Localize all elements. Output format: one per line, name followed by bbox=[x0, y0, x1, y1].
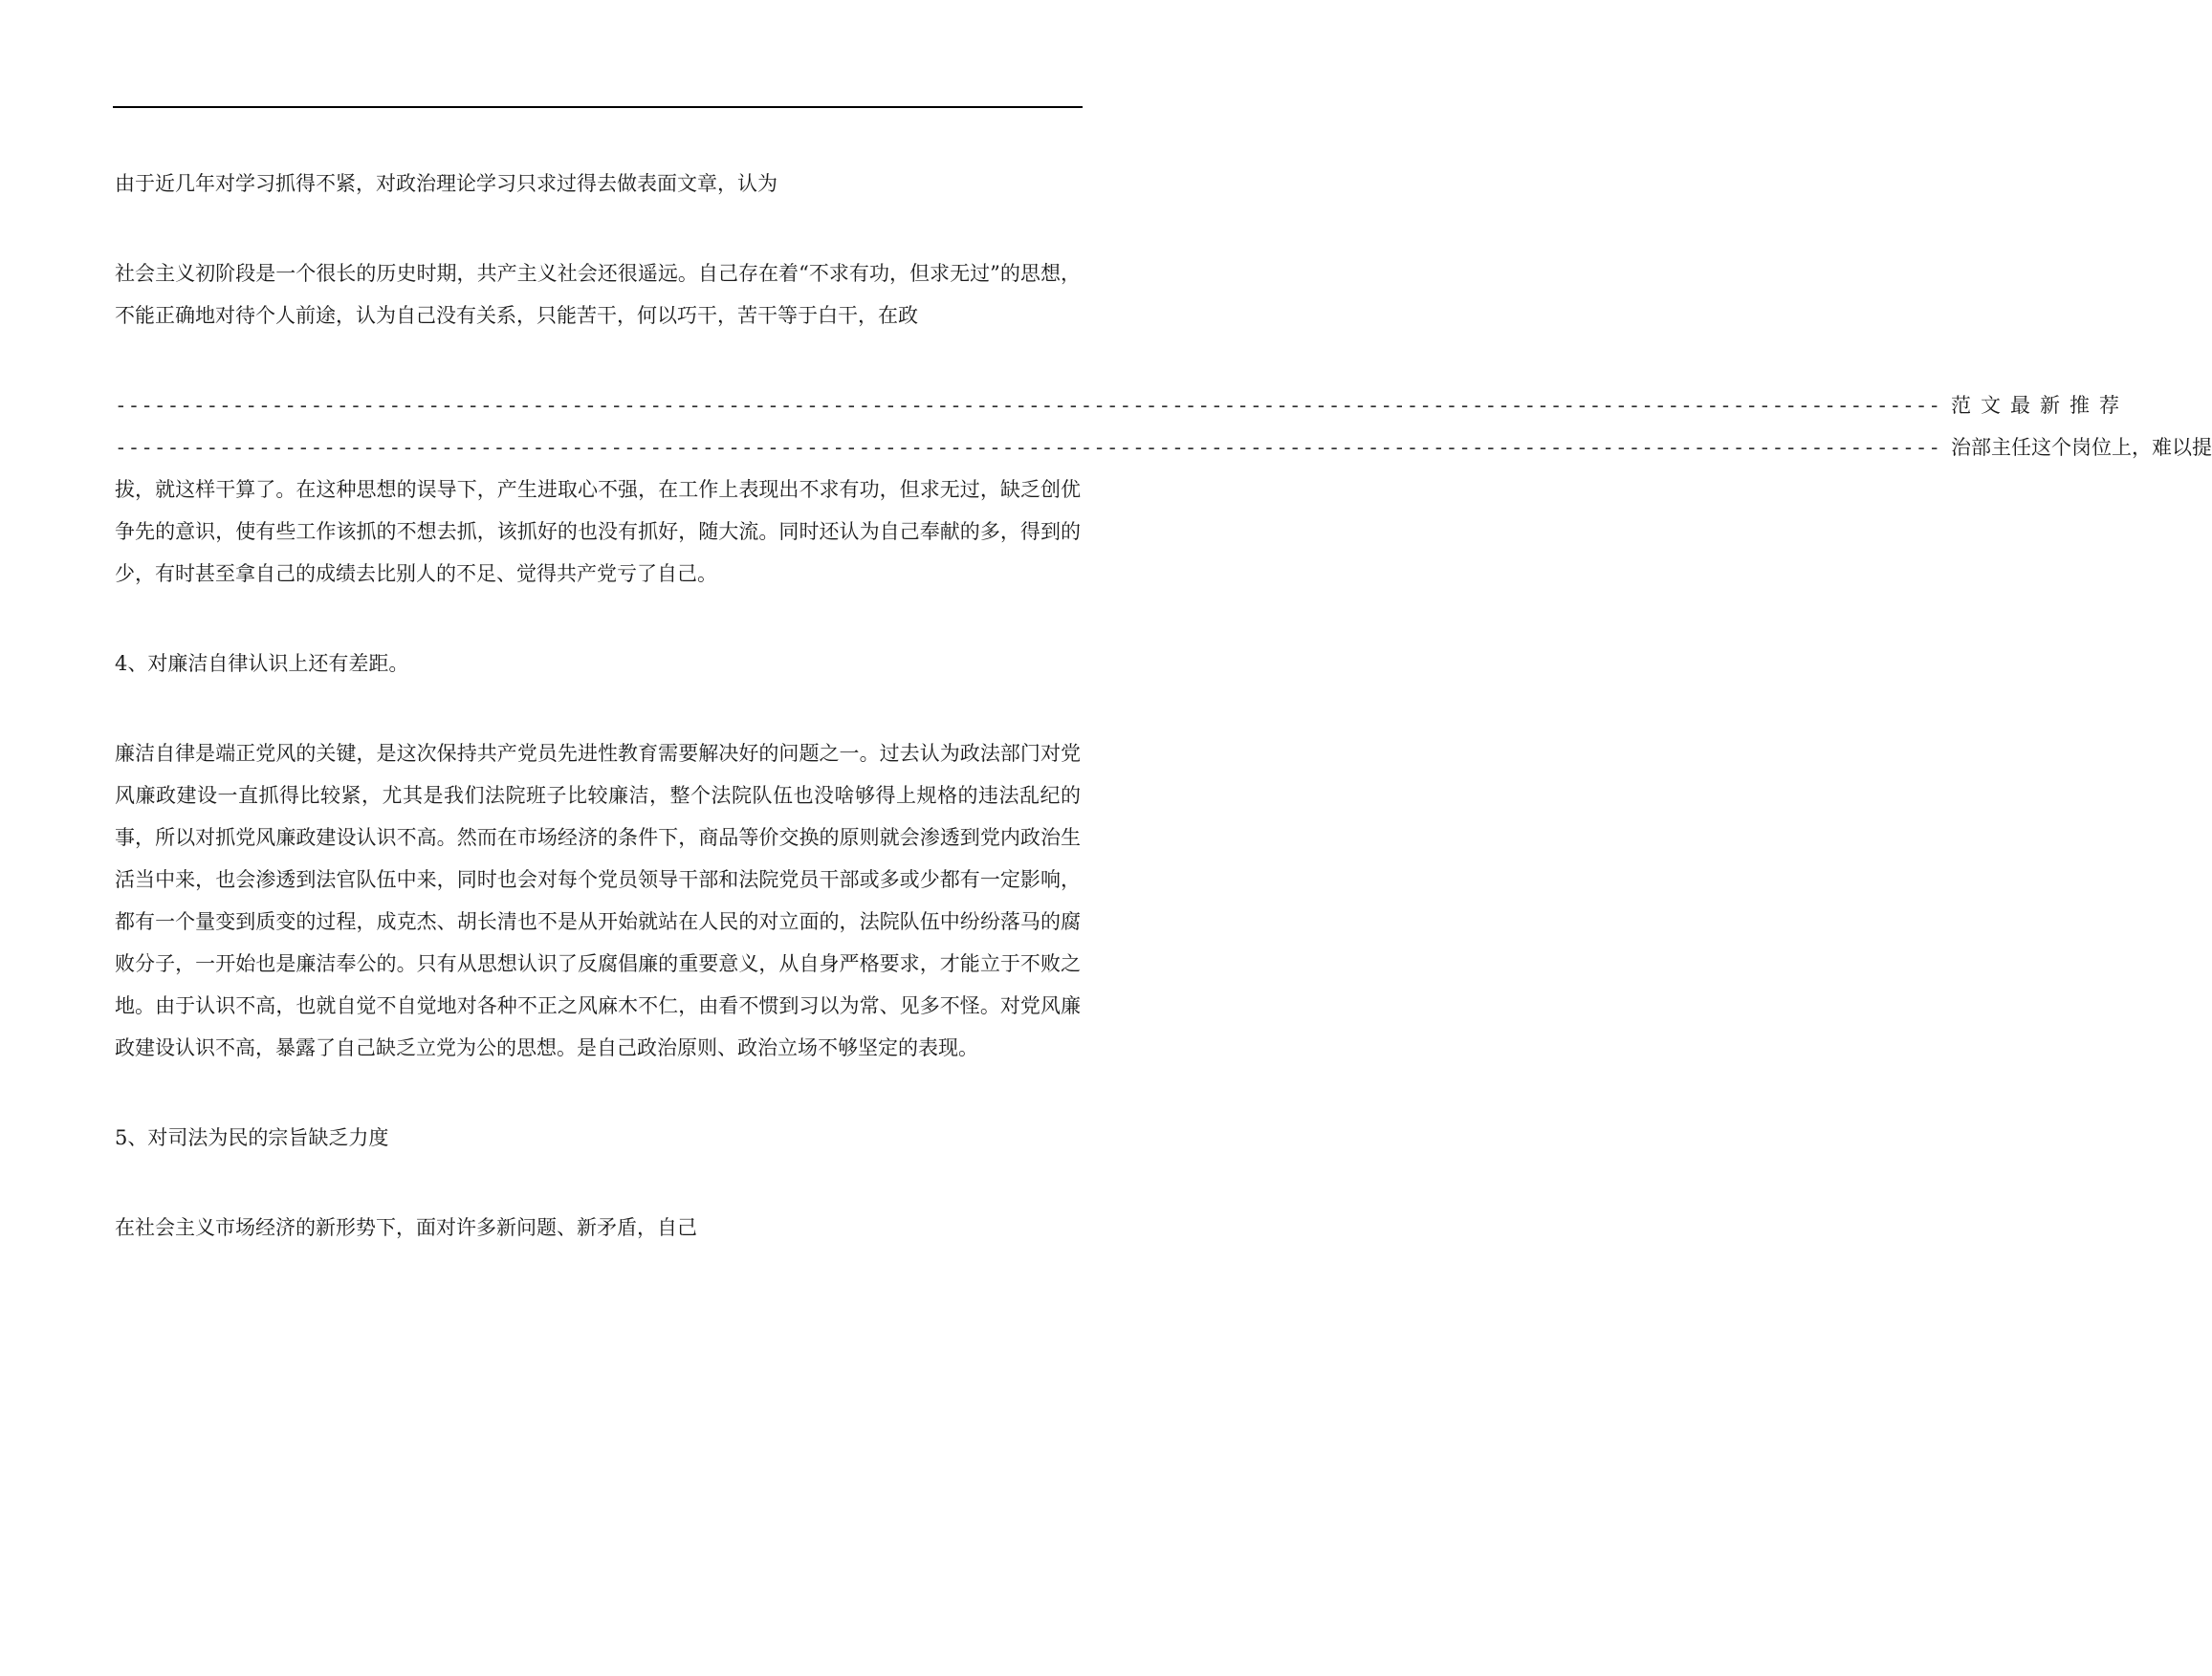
section-heading-4: 4、对廉洁自律认识上还有差距。 bbox=[115, 652, 409, 675]
section-heading-5: 5、对司法为民的宗旨缺乏力度 bbox=[115, 1126, 389, 1149]
paragraph-5: 在社会主义市场经济的新形势下，面对许多新问题、新矛盾，自己 bbox=[115, 1216, 697, 1239]
paragraph-3-head: 治部主任这个岗位上，难以提 bbox=[1951, 436, 2212, 459]
paragraph-3: 拔，就这样干算了。在这种思想的误导下，产生进取心不强，在工作上表现出不求有功，但求无过，缺乏创优争先的意识，使有些工作该抓的不想去抓，该抓好的也没有抓好，随大流。同时还认为自己奉献的多，得到的少，有时甚至拿自己的成绩去比别人的不足、觉得共产党亏了自己。 bbox=[115, 478, 1081, 585]
paragraph-4: 廉洁自律是端正党风的关键，是这次保持共产党员先进性教育需要解决好的问题之一。过去认为政法部门对党风廉政建设一直抓得比较紧，尤其是我们法院班子比较廉洁，整个法院队伍也没啥够得上规格的违法乱纪的事，所以对抓党风廉政建设认识不高。然而在市场经济的条件下，商品等价交换的原则就会渗透到党内政治生活当中来，也会渗透到法官队伍中来，同时也会对每个党员领导干部和法院党员干部或多或少都有一定影响，都有一个量变到质变的过程，成克杰、胡长清也不是从开始就站在人民的对立面的，法院队伍中纷纷落马的腐败分子，一开始也是廉洁奉公的。只有从思想认识了反腐倡廉的重要意义，从自身严格要求，才能立于不败之地。由于认识不高，也就自觉不自觉地对各种不正之风麻木不仁，由看不惯到习以为常、见多不怪。对党风廉政建设认识不高，暴露了自己缺乏立党为公的思想。是自己政治原则、政治立场不够坚定的表现。 bbox=[115, 742, 1081, 1059]
separator-line-1 bbox=[115, 384, 2130, 426]
document-body bbox=[115, 163, 2212, 1249]
dashed-rule: -------------------------------------------------------------------------------------------------------------------------------------------- bbox=[115, 436, 1942, 459]
paragraph-1: 由于近几年对学习抓得不紧，对政治理论学习只求过得去做表面文章，认为 bbox=[115, 172, 777, 195]
dashed-rule: -------------------------------------------------------------------------------------------------------------------------------------------- bbox=[115, 394, 1942, 417]
header-rule bbox=[113, 106, 1083, 108]
separator-line-2 bbox=[115, 426, 2212, 468]
separator-label: 范文最新推荐 bbox=[1951, 394, 2130, 417]
paragraph-2: 社会主义初阶段是一个很长的历史时期，共产主义社会还很遥远。自己存在着“不求有功，但求无过”的思想，不能正确地对待个人前途，认为自己没有关系，只能苦干，何以巧干，苦干等于白干，在政 bbox=[115, 262, 1081, 327]
